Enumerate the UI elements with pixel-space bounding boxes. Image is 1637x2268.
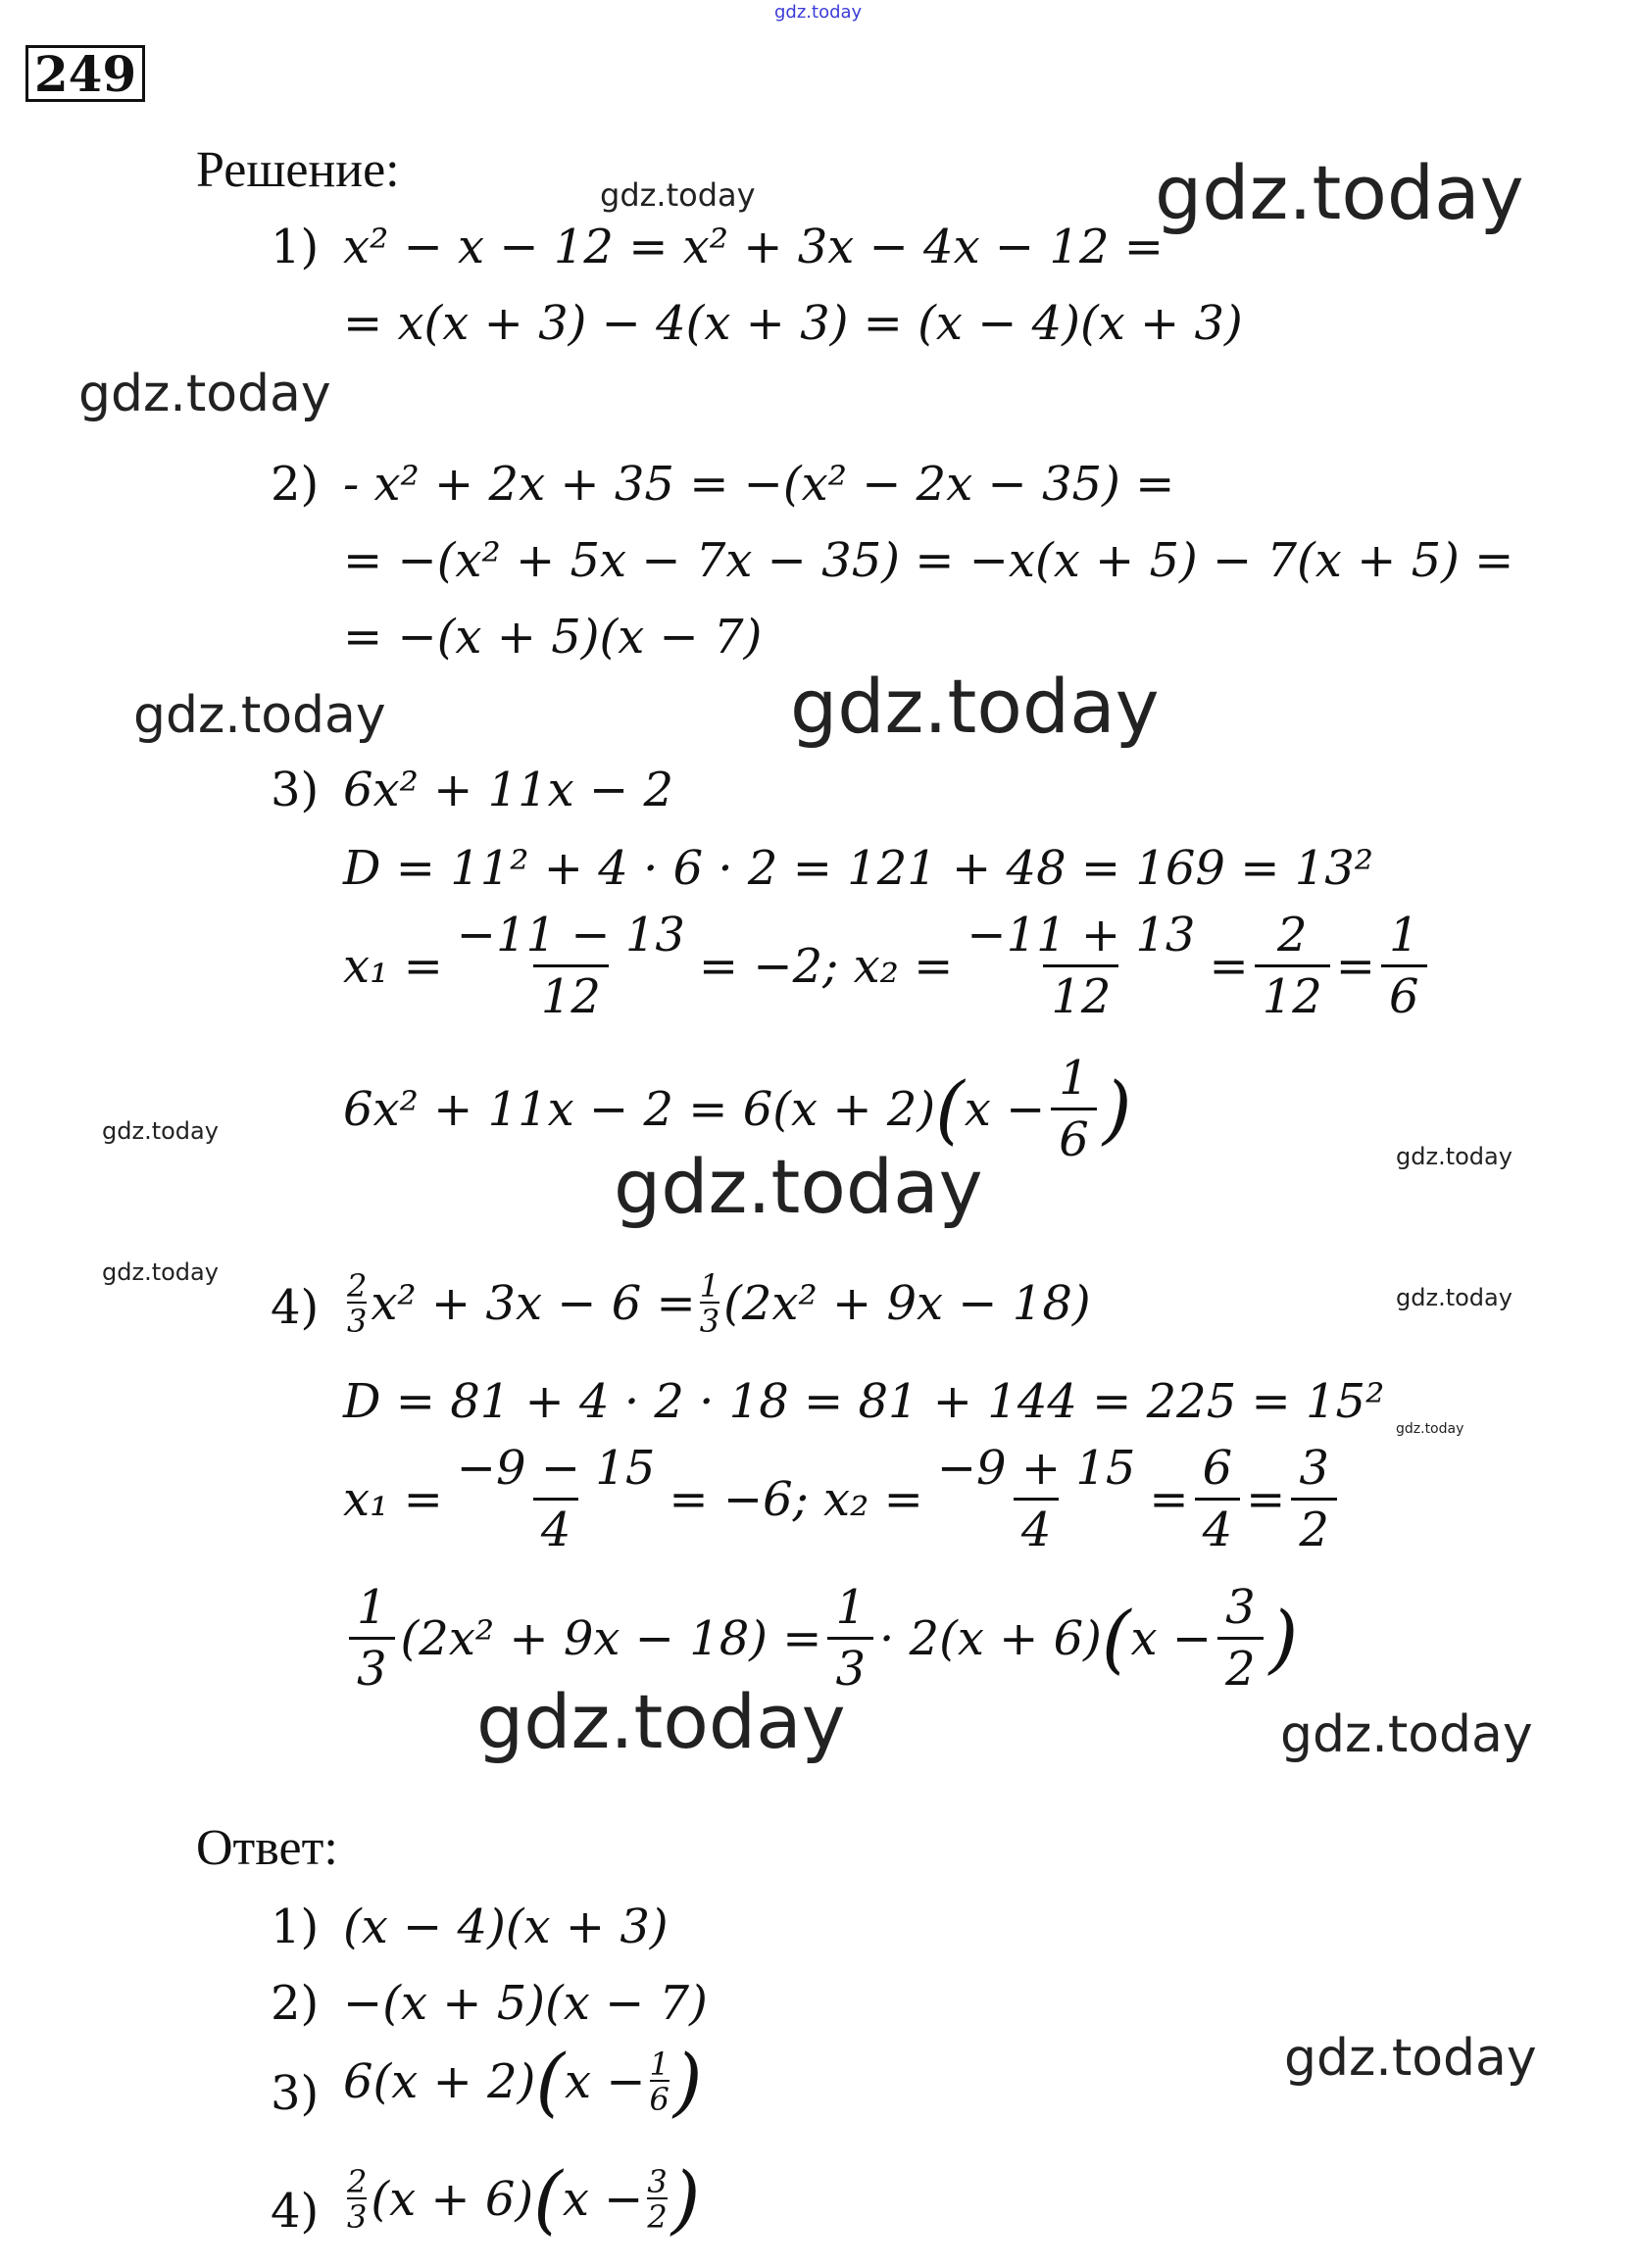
denominator: 3	[347, 2198, 368, 2236]
numerator: 6	[1202, 1441, 1233, 1496]
numerator: 1	[357, 1580, 387, 1635]
small-fraction	[699, 1267, 720, 1340]
denominator: 3	[699, 1303, 720, 1340]
numerator: −9 − 15	[456, 1441, 656, 1496]
problem-number: 249	[25, 45, 145, 102]
fraction	[449, 1441, 664, 1557]
step2-line1: - x² + 2x + 35 = −(x² − 2x − 35) =	[343, 457, 1175, 512]
denominator: 3	[349, 1637, 395, 1693]
answer4-inner: x −	[562, 2172, 644, 2227]
watermark: gdz.today	[1284, 2029, 1537, 2088]
answer-label-3: 3)	[271, 2066, 320, 2121]
step3-fact-inner: x −	[964, 1081, 1046, 1137]
fraction	[1195, 1441, 1241, 1557]
answer-4: $\frac{2}{3}$ (x + 6) ( x − $\frac{3}{2}$ )	[347, 2155, 701, 2243]
denominator: 4	[1195, 1498, 1241, 1553]
watermark: gdz.today	[476, 1678, 846, 1765]
step4-factorization: $\frac{1}{3}$ (2x² + 9x − 18) = $\frac{1}{3}$ · 2(x + 6) ( x − $\frac{3}{2}$ )	[343, 1584, 1298, 1693]
step-label-3: 3)	[271, 763, 320, 817]
step2-line3: = −(x + 5)(x − 7)	[343, 610, 763, 665]
watermark-top: gdz.today	[774, 2, 863, 23]
small-fraction	[647, 2163, 668, 2236]
step4-line1	[343, 1267, 1091, 1340]
fraction	[349, 1580, 395, 1697]
answer3-inner: x −	[565, 2054, 646, 2109]
step3-x1-lhs: x₁ =	[343, 938, 443, 994]
denominator: 2	[1291, 1498, 1337, 1553]
step4-fl-mid: (2x² + 9x − 18) =	[400, 1610, 822, 1666]
numerator: 1	[835, 1580, 867, 1635]
watermark: gdz.today	[102, 1258, 219, 1286]
step4-tail: (2x² + 9x − 18)	[723, 1276, 1091, 1331]
fraction	[1291, 1441, 1337, 1557]
watermark: gdz.today	[78, 365, 331, 423]
denominator: 12	[1255, 964, 1330, 1020]
watermark: gdz.today	[133, 686, 386, 745]
step3-x1-rest: = −2; x₂ =	[698, 938, 954, 994]
step-label-1: 1)	[271, 220, 320, 274]
fraction	[1217, 1580, 1264, 1697]
denominator: 2	[647, 2198, 668, 2236]
answer3-lhs: 6(x + 2)	[343, 2054, 536, 2109]
step1-line2: = x(x + 3) − 4(x + 3) = (x − 4)(x + 3)	[343, 296, 1243, 351]
answer-3: 6(x + 2) ( x − $\frac{1}{6}$ )	[343, 2038, 703, 2125]
numerator: 2	[1276, 908, 1308, 962]
denominator: 3	[347, 1303, 368, 1340]
watermark: gdz.today	[1155, 149, 1524, 236]
numerator: 2	[347, 2163, 368, 2200]
fraction	[449, 908, 693, 1024]
watermark: gdz.today	[790, 663, 1160, 750]
numerator: 3	[1299, 1441, 1329, 1496]
small-fraction	[649, 2046, 670, 2118]
denominator: 6	[649, 2081, 670, 2118]
answer-label-1: 1)	[271, 1899, 320, 1954]
answer-heading: Ответ:	[196, 1820, 338, 1876]
numerator: 1	[649, 2046, 670, 2083]
watermark: gdz.today	[1396, 1284, 1513, 1311]
step4-x1-lhs: x₁ =	[343, 1471, 443, 1527]
numerator: −11 + 13	[967, 908, 1196, 962]
fraction	[827, 1580, 873, 1697]
step-label-2: 2)	[271, 457, 320, 512]
denominator: 12	[1043, 964, 1118, 1020]
answer-label-4: 4)	[271, 2184, 320, 2239]
answer-2: −(x + 5)(x − 7)	[343, 1976, 708, 2031]
numerator: −9 + 15	[936, 1441, 1136, 1496]
denominator: 6	[1381, 964, 1427, 1020]
step3-factorization: 6x² + 11x − 2 = 6(x + 2) ( x − $\frac{1}{6}$ )	[343, 1051, 1132, 1167]
watermark: gdz.today	[1280, 1705, 1533, 1764]
solution-heading: Решение:	[196, 142, 400, 198]
watermark: gdz.today	[1396, 1421, 1464, 1437]
numerator: 3	[647, 2163, 668, 2200]
denominator: 4	[1014, 1498, 1060, 1553]
watermark: gdz.today	[600, 176, 756, 214]
denominator: 3	[827, 1637, 873, 1693]
numerator: 2	[347, 1267, 368, 1305]
step4-x1-rest: = −6; x₂ =	[669, 1471, 923, 1527]
step4-roots: x₁ = $\frac{-9 - 15}{4}$ = −6; x₂ = $\frac{-9 + 15}{4}$ = $\frac{6}{4}$ = $\frac{3}{2}$	[343, 1445, 1343, 1553]
answer-1: (x − 4)(x + 3)	[343, 1899, 669, 1954]
step2-line2: = −(x² + 5x − 7x − 35) = −x(x + 5) − 7(x + 5) =	[343, 533, 1514, 588]
watermark: gdz.today	[102, 1117, 219, 1145]
fraction	[1255, 908, 1330, 1024]
fraction	[929, 1441, 1144, 1557]
answer-label-2: 2)	[271, 1976, 320, 2031]
fraction	[1381, 908, 1427, 1024]
denominator: 6	[1051, 1108, 1097, 1163]
fraction	[959, 908, 1203, 1024]
watermark: gdz.today	[1396, 1143, 1513, 1170]
step4-discriminant: D = 81 + 4 · 2 · 18 = 81 + 144 = 225 = 15²	[343, 1374, 1385, 1429]
denominator: 2	[1217, 1637, 1264, 1693]
step3-line1: 6x² + 11x − 2	[343, 763, 674, 817]
small-fraction	[347, 2163, 368, 2236]
step4-fl-inner: x −	[1130, 1610, 1213, 1666]
step4-mid: x² + 3x − 6 =	[371, 1276, 696, 1331]
answer4-mid: (x + 6)	[371, 2172, 534, 2227]
step3-roots: x₁ = $\frac{-11 - 13}{12}$ = −2; x₂ = $\frac{-11 + 13}{12}$ = $\frac{2}{12}$ = $\frac{1}{6}$	[343, 912, 1433, 1020]
step-label-4: 4)	[271, 1280, 320, 1335]
numerator: 1	[699, 1267, 720, 1305]
denominator: 4	[533, 1498, 579, 1553]
small-fraction	[347, 1267, 368, 1340]
denominator: 12	[533, 964, 609, 1020]
step1-line1: x² − x − 12 = x² + 3x − 4x − 12 =	[343, 220, 1164, 274]
numerator: −11 − 13	[456, 908, 685, 962]
step3-fact-lhs: 6x² + 11x − 2 = 6(x + 2)	[343, 1081, 936, 1137]
numerator: 1	[1059, 1051, 1089, 1106]
numerator: 1	[1388, 908, 1419, 962]
fraction	[1051, 1051, 1097, 1167]
step4-fl-tail: · 2(x + 6)	[879, 1610, 1102, 1666]
watermark: gdz.today	[614, 1143, 983, 1230]
numerator: 3	[1225, 1580, 1256, 1635]
step3-discriminant: D = 11² + 4 · 6 · 2 = 121 + 48 = 169 = 13²	[343, 841, 1374, 896]
